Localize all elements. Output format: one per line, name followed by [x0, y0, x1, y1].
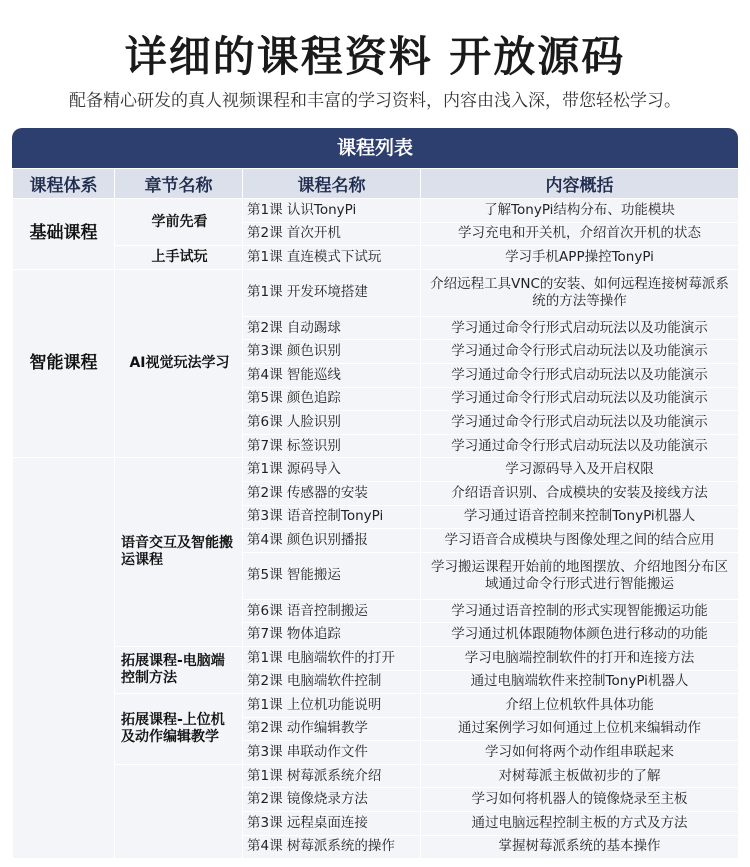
desc-cell: 学习通过命令行形式启动玩法以及功能演示 — [421, 340, 739, 364]
desc-cell: 学习通过语音控制的形式实现智能搬运功能 — [421, 599, 739, 623]
course-cell: 第2课 镜像烧录方法 — [243, 788, 421, 812]
table-row — [13, 458, 739, 482]
desc-cell: 通过电脑远程控制主板的方式及方法 — [421, 812, 739, 836]
course-cell: 第1课 开发环境搭建 — [243, 269, 421, 316]
course-cell: 第1课 直连模式下试玩 — [243, 246, 421, 270]
course-cell: 第2课 动作编辑教学 — [243, 717, 421, 741]
desc-cell: 学习电脑端控制软件的打开和连接方法 — [421, 646, 739, 670]
course-cell: 第1课 电脑端软件的打开 — [243, 646, 421, 670]
course-cell: 第2课 首次开机 — [243, 222, 421, 246]
desc-cell: 学习通过机体跟随物体颜色进行移动的功能 — [421, 623, 739, 647]
page-subtitle: 配备精心研发的真人视频课程和丰富的学习资料，内容由浅入深，带您轻松学习。 — [69, 91, 681, 111]
table-row — [13, 694, 739, 718]
desc-cell: 学习手机APP操控TonyPi — [421, 246, 739, 270]
desc-cell: 通过案例学习如何通过上位机来编辑动作 — [421, 717, 739, 741]
course-cell: 第2课 自动踢球 — [243, 316, 421, 340]
table-header-row — [13, 169, 739, 199]
course-table-panel — [12, 128, 738, 859]
desc-cell: 学习源码导入及开启权限 — [421, 458, 739, 482]
course-cell: 第7课 标签识别 — [243, 434, 421, 458]
course-cell: 第1课 上位机功能说明 — [243, 694, 421, 718]
course-cell: 第6课 语音控制搬运 — [243, 599, 421, 623]
course-cell: 第3课 远程桌面连接 — [243, 812, 421, 836]
desc-cell: 学习通过语音控制来控制TonyPi机器人 — [421, 505, 739, 529]
desc-cell: 通过电脑端软件来控制TonyPi机器人 — [421, 670, 739, 694]
desc-cell: 学习通过命令行形式启动玩法以及功能演示 — [421, 316, 739, 340]
course-cell: 第1课 树莓派系统介绍 — [243, 764, 421, 788]
chapter-cell: 学前先看 — [115, 199, 243, 246]
course-cell: 第3课 颜色识别 — [243, 340, 421, 364]
course-table — [12, 168, 738, 859]
course-cell: 第7课 物体追踪 — [243, 623, 421, 647]
table-row — [13, 764, 739, 788]
table-row — [13, 246, 739, 270]
course-cell: 第3课 语音控制TonyPi — [243, 505, 421, 529]
course-cell: 第4课 树莓派系统的操作 — [243, 835, 421, 859]
system-cell-smart: 智能课程 — [13, 269, 115, 458]
desc-cell: 学习通过命令行形式启动玩法以及功能演示 — [421, 434, 739, 458]
header-content-summary: 内容概括 — [421, 169, 739, 199]
table-row — [13, 646, 739, 670]
chapter-cell: 拓展课程-上位机及动作编辑教学 — [115, 694, 243, 765]
chapter-cell: 语音交互及智能搬运课程 — [115, 458, 243, 647]
course-cell: 第2课 电脑端软件控制 — [243, 670, 421, 694]
desc-cell: 了解TonyPi结构分布、功能模块 — [421, 199, 739, 223]
header-chapter-name: 章节名称 — [115, 169, 243, 199]
desc-cell: 介绍上位机软件具体功能 — [421, 694, 739, 718]
chapter-cell: AI视觉玩法学习 — [115, 269, 243, 458]
table-row — [13, 269, 739, 316]
course-cell: 第5课 颜色追踪 — [243, 387, 421, 411]
desc-cell: 对树莓派主板做初步的了解 — [421, 764, 739, 788]
desc-cell: 掌握树莓派系统的基本操作 — [421, 835, 739, 859]
chapter-cell: 上手试玩 — [115, 246, 243, 270]
system-cell-basic: 基础课程 — [13, 199, 115, 270]
course-cell: 第6课 人脸识别 — [243, 411, 421, 435]
header-course-system: 课程体系 — [13, 169, 115, 199]
course-cell: 第5课 智能搬运 — [243, 552, 421, 599]
desc-cell: 学习通过命令行形式启动玩法以及功能演示 — [421, 411, 739, 435]
course-cell: 第2课 传感器的安装 — [243, 481, 421, 505]
course-cell: 第4课 颜色识别播报 — [243, 529, 421, 553]
desc-cell: 介绍语音识别、合成模块的安装及接线方法 — [421, 481, 739, 505]
desc-cell: 学习如何将机器人的镜像烧录至主板 — [421, 788, 739, 812]
desc-cell: 学习语音合成模块与图像处理之间的结合应用 — [421, 529, 739, 553]
desc-cell: 学习搬运课程开始前的地图摆放、介绍地图分布区域通过命令行形式进行智能搬运 — [421, 552, 739, 599]
desc-cell: 学习充电和开关机，介绍首次开机的状态 — [421, 222, 739, 246]
desc-cell: 学习如何将两个动作组串联起来 — [421, 741, 739, 765]
chapter-cell — [115, 764, 243, 858]
system-cell-continued — [13, 458, 115, 859]
table-banner: 课程列表 — [12, 128, 738, 168]
desc-cell: 学习通过命令行形式启动玩法以及功能演示 — [421, 387, 739, 411]
course-cell: 第4课 智能巡线 — [243, 363, 421, 387]
course-cell: 第1课 源码导入 — [243, 458, 421, 482]
page-title: 详细的课程资料 开放源码 — [124, 32, 626, 81]
course-cell: 第1课 认识TonyPi — [243, 199, 421, 223]
header-course-name: 课程名称 — [243, 169, 421, 199]
table-row — [13, 199, 739, 223]
chapter-cell: 拓展课程-电脑端控制方法 — [115, 646, 243, 693]
desc-cell: 介绍远程工具VNC的安装、如何远程连接树莓派系统的方法等操作 — [421, 269, 739, 316]
desc-cell: 学习通过命令行形式启动玩法以及功能演示 — [421, 363, 739, 387]
course-cell: 第3课 串联动作文件 — [243, 741, 421, 765]
